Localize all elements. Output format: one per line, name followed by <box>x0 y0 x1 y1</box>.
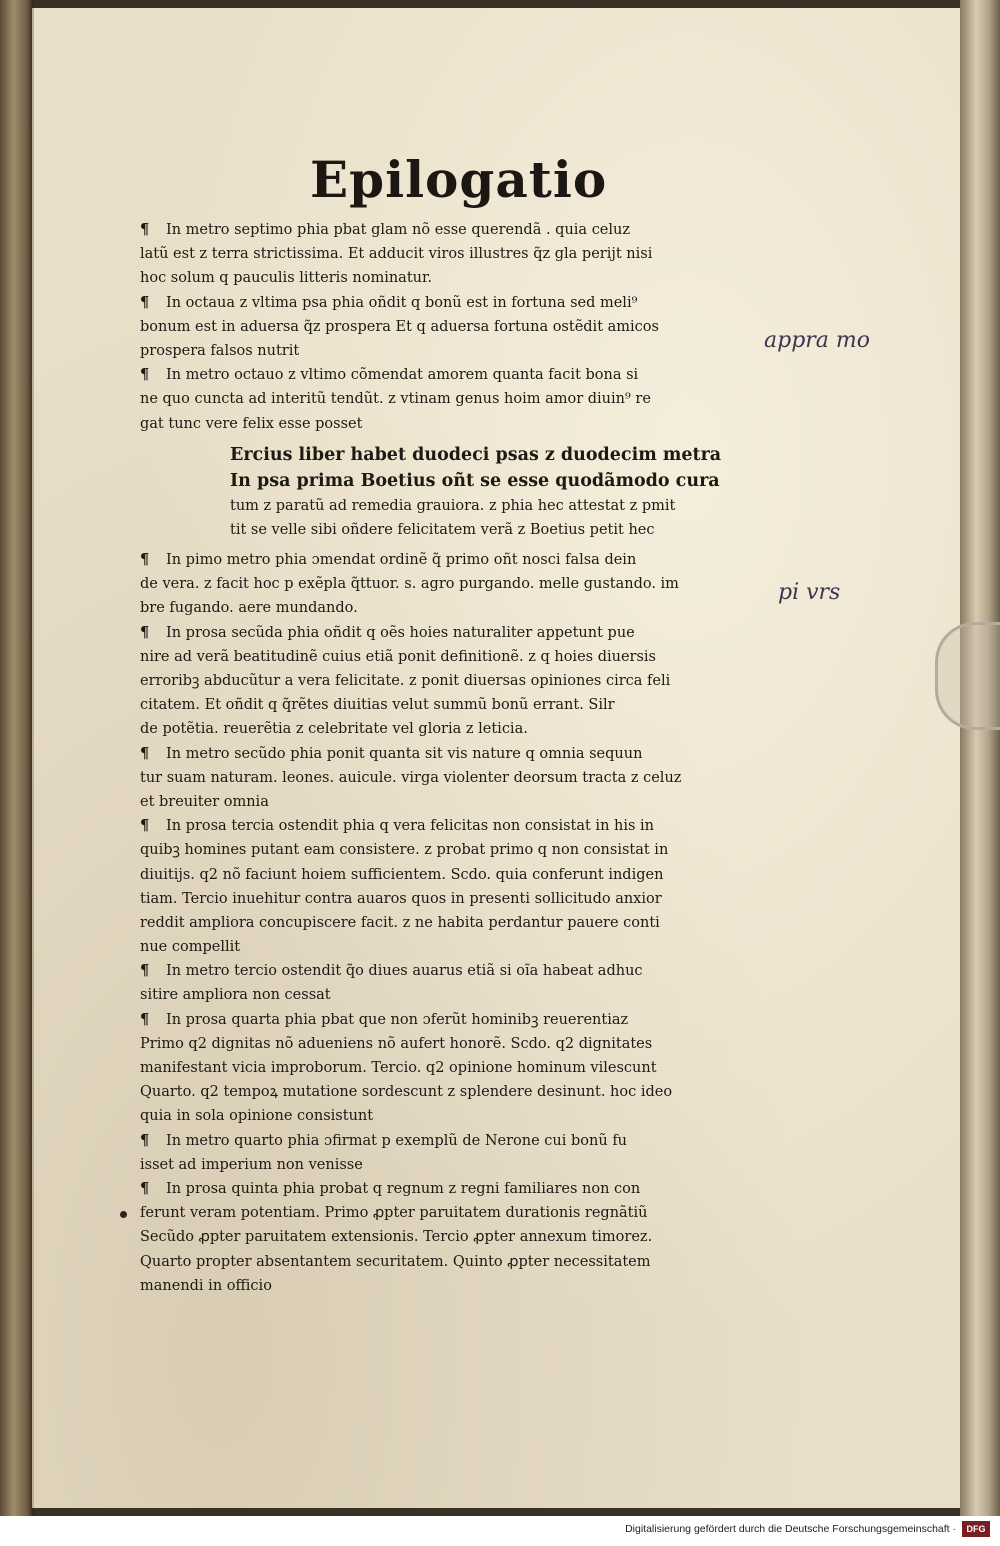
line-text: bonum est in aduersa q̃z prospera Et q aduersa fortuna ostẽdit amicos <box>140 318 659 335</box>
line-text: In octaua z vltima psa phia oñdit q bonũ est in fortuna sed meli⁹ <box>166 294 638 311</box>
line-text: In metro octauo z vltimo cõmendat amorem quanta facit bona si <box>166 367 639 384</box>
line-text: quia in sola opinione consistunt <box>140 1108 374 1125</box>
line-text: quibꝫ homines putant eam consistere. z probat primo q non consistat in <box>140 842 669 859</box>
left-page-edge <box>0 0 34 1516</box>
line-text: diuitijs. q2 nõ faciunt hoiem sufficientem. Scdo. quia conferunt indigen <box>140 866 664 883</box>
line-text: reddit ampliora concupiscere facit. z ne habita perdantur pauere conti <box>140 914 660 931</box>
text-line <box>140 1177 780 1201</box>
line-text: In prosa secũda phia oñdit q oẽs hoies naturaliter appetunt pue <box>166 624 635 641</box>
line-text: bre fugando. aere mundando. <box>140 600 358 617</box>
pilcrow-icon: ¶ <box>140 551 150 569</box>
line-text: hoc solum q pauculis litteris nominatur. <box>140 270 432 287</box>
line-text: Primo q2 dignitas nõ adueniens nõ aufert honorẽ. Scdo. q2 dignitates <box>140 1035 653 1052</box>
line-text: citatem. Et oñdit q q̃rẽtes diuitias velut summũ bonũ errant. Silr <box>140 697 615 714</box>
line-text: ferunt veram potentiam. Primo ꝓpter paruitatem durationis regnãtiũ <box>140 1205 648 1222</box>
page-title: Epilogatio <box>310 150 608 209</box>
pilcrow-icon: ¶ <box>140 1179 150 1197</box>
text-line <box>140 766 780 790</box>
text-line <box>140 339 780 363</box>
line-text: gat tunc vere felix esse posset <box>140 415 363 432</box>
line-text: Secũdo ꝓpter paruitatem extensionis. Tercio ꝓpter annexum timorez. <box>140 1229 653 1246</box>
book-clasp <box>935 622 1000 730</box>
text-line <box>140 1153 780 1177</box>
line-text: prospera falsos nutrit <box>140 342 300 359</box>
text-line <box>140 315 780 339</box>
line-text: nire ad verã beatitudinẽ cuius etiã ponit definitionẽ. z q hoies diuersis <box>140 648 656 665</box>
dfg-logo: DFG <box>962 1521 990 1537</box>
line-text: erroribꝫ abducũtur a vera felicitate. z ponit diuersas opiniones circa feli <box>140 673 671 689</box>
text-line <box>140 814 780 838</box>
text-line <box>140 621 780 645</box>
line-text: latũ est z terra strictissima. Et adducit viros illustres q̃z gla perijt nisi <box>140 246 653 263</box>
text-line <box>140 887 780 911</box>
line-text: Quarto propter absentantem securitatem. Quinto ꝓpter necessitatem <box>140 1253 651 1270</box>
line-text: In metro tercio ostendit q̃o diues auarus etiã si oĩa habeat adhuc <box>166 963 643 980</box>
text-line <box>140 1129 780 1153</box>
text-line <box>140 1008 780 1032</box>
section-line: In psa prima Boetius oñt se esse quodãmodo cura <box>230 470 720 491</box>
line-text: isset ad imperium non venisse <box>140 1156 363 1173</box>
text-line <box>140 790 780 814</box>
text-line <box>140 645 780 669</box>
line-text: de potẽtia. reuerẽtia z celebritate vel gloria z leticia. <box>140 721 528 738</box>
text-line <box>140 596 780 620</box>
line-text: nue compellit <box>140 939 241 956</box>
margin-note: appra mo <box>764 328 871 353</box>
pilcrow-icon: ¶ <box>140 623 150 641</box>
line-text: et breuiter omnia <box>140 793 269 810</box>
text-line <box>140 363 780 387</box>
line-text: tiam. Tercio inuehitur contra auaros quos in presenti sollicitudo anxior <box>140 890 662 907</box>
text-line <box>140 1274 780 1298</box>
text-line <box>140 838 780 862</box>
line-text: tur suam naturam. leones. auicule. virga violenter deorsum tracta z celuz <box>140 769 682 786</box>
line-text: In prosa quarta phia pbat que non ɔferũt hominibꝫ reuerentiaz <box>166 1011 629 1028</box>
page-text <box>140 218 780 1298</box>
line-text: In pimo metro phia ɔmendat ordinẽ q̃ primo oñt nosci falsa dein <box>166 552 637 569</box>
margin-note: pi vrs <box>778 580 841 605</box>
text-line <box>140 693 780 717</box>
section-line: tum z paratũ ad remedia grauiora. z phia hec attestat z pmit <box>230 497 676 514</box>
line-text: manendi in officio <box>140 1277 272 1294</box>
pilcrow-icon: ¶ <box>140 744 150 762</box>
footer-text: Digitalisierung gefördert durch die Deutsche Forschungsgemeinschaft · <box>625 1523 956 1535</box>
text-line <box>140 911 780 935</box>
text-line <box>140 1080 780 1104</box>
section-heading <box>140 442 780 542</box>
text-block-2 <box>140 548 780 1298</box>
text-block-1 <box>140 218 780 436</box>
text-line <box>140 218 780 242</box>
text-line <box>140 1104 780 1128</box>
line-text: sitire ampliora non cessat <box>140 987 331 1004</box>
pilcrow-icon: ¶ <box>140 366 150 384</box>
text-line <box>140 935 780 959</box>
line-text: de vera. z facit hoc p exẽpla q̃ttuor. s. agro purgando. melle gustando. im <box>140 576 679 593</box>
text-line <box>140 717 780 741</box>
pilcrow-icon: ¶ <box>140 293 150 311</box>
text-line <box>140 1250 780 1274</box>
text-line <box>140 1201 780 1225</box>
pilcrow-icon: ¶ <box>140 817 150 835</box>
text-line <box>140 959 780 983</box>
section-line: Ercius liber habet duodeci psas z duodecim metra <box>230 444 722 465</box>
line-text: In metro septimo phia pbat glam nõ esse querendã . quia celuz <box>166 222 631 238</box>
text-line <box>140 983 780 1007</box>
text-line <box>140 742 780 766</box>
pilcrow-icon: ¶ <box>140 1131 150 1149</box>
line-text: manifestant vicia improborum. Tercio. q2 opinione hominum vilescunt <box>140 1060 657 1076</box>
section-line: tit se velle sibi oñdere felicitatem verã z Boetius petit hec <box>230 521 655 538</box>
right-page-edge <box>960 0 1000 1516</box>
text-line <box>140 412 780 436</box>
text-line <box>140 572 780 596</box>
line-text: ne quo cuncta ad interitũ tendũt. z vtinam genus hoim amor diuin⁹ re <box>140 391 651 408</box>
text-line <box>140 863 780 887</box>
ink-dot <box>120 1211 127 1218</box>
line-text: In prosa tercia ostendit phia q vera felicitas non consistat in his in <box>166 818 655 835</box>
text-line <box>140 548 780 572</box>
line-text: In prosa quinta phia probat q regnum z regni familiares non con <box>166 1180 641 1197</box>
text-line <box>140 669 780 693</box>
pilcrow-icon: ¶ <box>140 1010 150 1028</box>
pilcrow-icon: ¶ <box>140 221 150 238</box>
text-line <box>140 266 780 290</box>
text-line <box>140 242 780 266</box>
text-line <box>140 1225 780 1249</box>
text-line <box>140 1056 780 1080</box>
text-line <box>140 387 780 411</box>
pilcrow-icon: ¶ <box>140 962 150 980</box>
line-text: In metro secũdo phia ponit quanta sit vis nature q omnia sequun <box>166 745 643 762</box>
line-text: Quarto. q2 tempoꝝ mutatione sordescunt z splendere desinunt. hoc ideo <box>140 1084 673 1101</box>
text-line <box>140 291 780 315</box>
text-line <box>140 1032 780 1056</box>
line-text: In metro quarto phia ɔfirmat p exemplũ de Nerone cui bonũ fu <box>166 1132 628 1149</box>
